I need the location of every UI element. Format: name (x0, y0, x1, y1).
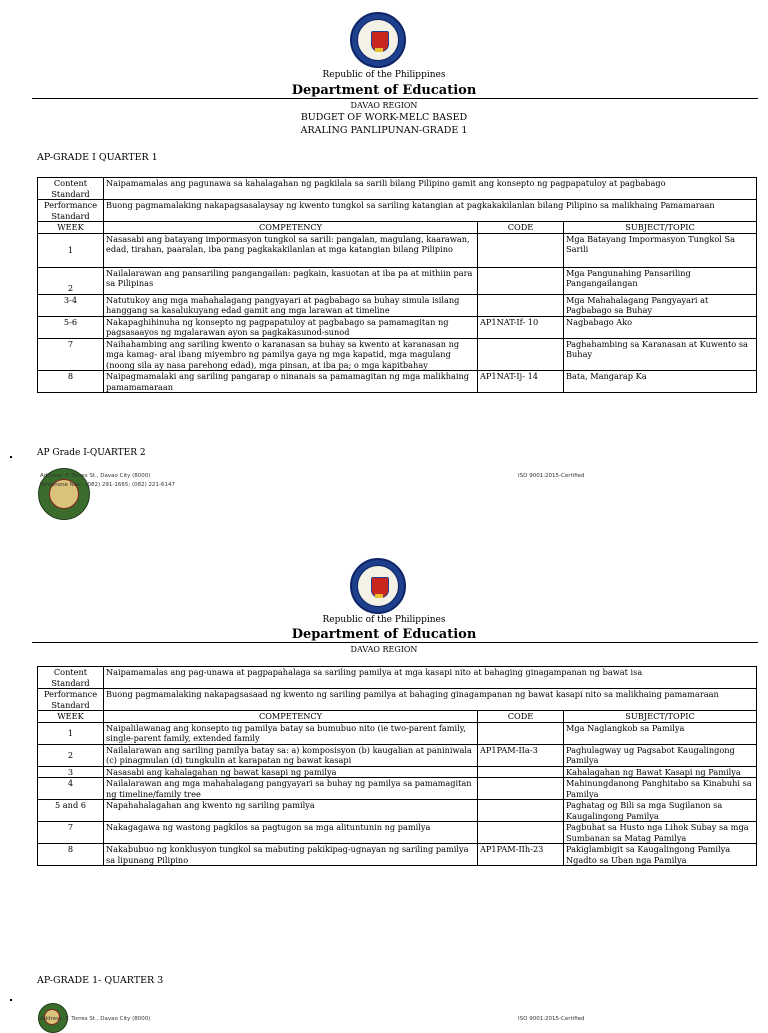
competency-cell: Nailalarawan ang sariling pamilya batay sa: a) komposisyon (b) kaugalian at paniniwala (c) pinagmulan (d) tungkulin at karapatan ng bawat kasapi (104, 744, 478, 766)
code-cell (478, 267, 564, 294)
topic-cell: Paghulagway ug Pagsabot Kaugalingong Pamilya (564, 744, 757, 766)
code-cell (478, 822, 564, 844)
table-row (38, 267, 757, 294)
week-cell: 1 (38, 722, 104, 744)
topic-header: SUBJECT/TOPIC (564, 222, 757, 234)
table-row (38, 822, 757, 844)
topic-cell: Mga Batayang Impormasyon Tungkol Sa Sarili (564, 233, 757, 267)
region-line: DAVAO REGION (350, 645, 418, 654)
topic-cell: Mga Pangunahing Pansariling Pangangailangan (564, 267, 757, 294)
week-cell: 3-4 (38, 294, 104, 316)
footer-iso: ISO 9001:2015-Certified (518, 1016, 585, 1022)
code-cell (478, 338, 564, 371)
week-header: WEEK (38, 222, 104, 234)
subject-title: ARALING PANLIPUNAN-GRADE 1 (300, 125, 468, 136)
topic-cell: Pakiglambigit sa Kaugalingong Pamilya Ngadto sa Uban nga Pamilya (564, 844, 757, 866)
content-standard-row (38, 178, 757, 200)
topic-cell: Mga Mahahalagang Pangyayari at Pagbabago sa Buhay (564, 294, 757, 316)
performance-standard-text: Buong pagmamalaking nakapagsasaad ng kwento ng sariling pamilya at bahaging ginagampanan ng bawat kasapi nito sa malikhaing pamamaraan (104, 689, 757, 711)
republic-line: Republic of the Philippines (322, 615, 446, 625)
department-title: Department of Education (291, 83, 477, 98)
code-header: CODE (478, 711, 564, 723)
table-row (38, 338, 757, 371)
competency-cell: Napahahalagahan ang kwento ng sariling pamilya (104, 800, 478, 822)
competency-cell: Naipagmamalaki ang sariling pangarap o ninanais sa pamamagitan ng mga malikhaing pamamamaraan (104, 371, 478, 393)
footer-address: Address: F. Torres St., Davao City (8000) (40, 1016, 151, 1022)
topic-cell: Mga Naglangkob sa Pamilya (564, 722, 757, 744)
competency-cell: Nakabubuo ng konklusyon tungkol sa mabuting pakikipag-ugnayan ng sariling pamilya sa lipunang Pilipino (104, 844, 478, 866)
code-cell (478, 778, 564, 800)
content-standard-label: Content Standard (38, 667, 104, 689)
budget-title: BUDGET OF WORK-MELC BASED (300, 112, 468, 123)
quarter2-heading: AP Grade I-QUARTER 2 (37, 448, 146, 458)
competency-header: COMPETENCY (104, 711, 478, 723)
competency-cell: Nasasabi ang kahalagahan ng bawat kasapi ng pamilya (104, 766, 478, 778)
code-cell: AP1PAM-IIa-3 (478, 744, 564, 766)
competency-cell: Naihahambing ang sariling kwento o karanasan sa buhay sa kwento at karanasan ng mga kamag- aral ibang miyembro ng pamilya gaya ng mga kapatid, mga magulang (noong sila ay nasa parehong edad), mga pinsan, at iba pa; o mga kapitbahay (104, 338, 478, 371)
week-cell: 1 (38, 233, 104, 267)
code-cell: AP1PAM-IIh-23 (478, 844, 564, 866)
table-row (38, 722, 757, 744)
code-cell (478, 233, 564, 267)
table-header-row (38, 711, 757, 723)
deped-seal-logo (350, 558, 406, 614)
competency-cell: Nailalarawan ang mga mahahalagang pangyayari sa buhay ng pamilya sa pamamagitan ng timeline/family tree (104, 778, 478, 800)
week-cell: 3 (38, 766, 104, 778)
header-rule (32, 642, 758, 643)
table-row (38, 371, 757, 393)
content-standard-row (38, 667, 757, 689)
week-cell: 4 (38, 778, 104, 800)
topic-header: SUBJECT/TOPIC (564, 711, 757, 723)
table-row (38, 294, 757, 316)
quarter1-table (37, 177, 757, 393)
performance-standard-text: Buong pagmamalaking nakapagsasalaysay ng kwento tungkol sa sariling katangian at pagkakakilanlan bilang Pilipino sa malikhaing Pamamaraan (104, 200, 757, 222)
deped-seal-logo (350, 12, 406, 68)
republic-line: Republic of the Philippines (322, 70, 446, 80)
table-row (38, 766, 757, 778)
footer-address: Address: F. Torres St., Davao City (8000) (40, 473, 151, 479)
table-header-row (38, 222, 757, 234)
competency-cell: Nailalarawan ang pansariling pangangailan: pagkain, kasuotan at iba pa at mithiin para sa Pilipinas (104, 267, 478, 294)
topic-cell: Pagbuhat sa Husto nga Lihok Subay sa mga Sumbanan sa Matag Pamilya (564, 822, 757, 844)
margin-dot (10, 999, 12, 1001)
week-cell: 5 and 6 (38, 800, 104, 822)
margin-dot (10, 456, 12, 458)
topic-cell: Nagbabago Ako (564, 316, 757, 338)
topic-cell: Kahalagahan ng Bawat Kasapi ng Pamilya (564, 766, 757, 778)
table-row (38, 316, 757, 338)
competency-cell: Naipalilawanag ang konsepto ng pamilya batay sa bumubuo nito (ie two-parent family, single-parent family, extended family (104, 722, 478, 744)
competency-cell: Nasasabi ang batayang impormasyon tungkol sa sarili: pangalan, magulang, kaarawan, edad, tirahan, paaralan, iba pang pagkakakilanlan at mga katangian bilang Pilipino (104, 233, 478, 267)
quarter2-table (37, 666, 757, 866)
week-cell: 2 (38, 267, 104, 294)
footer-iso: ISO 9001:2015-Certified (518, 473, 585, 479)
quarter3-heading: AP-GRADE 1- QUARTER 3 (37, 975, 164, 986)
code-cell (478, 294, 564, 316)
table-row (38, 778, 757, 800)
code-header: CODE (478, 222, 564, 234)
competency-cell: Natutukoy ang mga mahahalagang pangyayari at pagbabago sa buhay simula isilang hanggang sa kasalukuyang edad gamit ang mga larawan at timeline (104, 294, 478, 316)
week-cell: 2 (38, 744, 104, 766)
table-row (38, 233, 757, 267)
competency-header: COMPETENCY (104, 222, 478, 234)
region-line: DAVAO REGION (350, 101, 418, 110)
week-cell: 8 (38, 844, 104, 866)
performance-standard-label: Performance Standard (38, 689, 104, 711)
competency-cell: Nakapaghihinuha ng konsepto ng pagpapatuloy at pagbabago sa pamamagitan ng pagsasaayos ng mgalarawan ayon sa pagkakasunod-sunod (104, 316, 478, 338)
code-cell (478, 766, 564, 778)
code-cell: AP1NAT-If- 10 (478, 316, 564, 338)
competency-cell: Nakagagawa ng wastong pagkilos sa pagtugon sa mga alituntunin ng pamilya (104, 822, 478, 844)
table-row (38, 800, 757, 822)
table-row (38, 844, 757, 866)
content-standard-text: Naipamamalas ang pagunawa sa kahalagahan ng pagkilala sa sarili bilang Pilipino gamit ang konsepto ng pagpapatuloy at pagbabago (104, 178, 757, 200)
footer-telephone: Telephone Nos.: (082) 291-1665; (082) 221-6147 (40, 482, 176, 488)
department-title: Department of Education (291, 627, 477, 642)
topic-cell: Paghatag og Bili sa mga Sugilanon sa Kaugalingong Pamilya (564, 800, 757, 822)
code-cell (478, 722, 564, 744)
topic-cell: Paghahambing sa Karanasan at Kuwento sa Buhay (564, 338, 757, 371)
week-cell: 5-6 (38, 316, 104, 338)
content-standard-label: Content Standard (38, 178, 104, 200)
code-cell (478, 800, 564, 822)
week-cell: 8 (38, 371, 104, 393)
topic-cell: Bata, Mangarap Ka (564, 371, 757, 393)
quarter1-heading: AP-GRADE I QUARTER 1 (37, 152, 158, 163)
topic-cell: Mahinungdanong Panghitabo sa Kinabuhi sa Pamilya (564, 778, 757, 800)
week-header: WEEK (38, 711, 104, 723)
performance-standard-row (38, 689, 757, 711)
week-cell: 7 (38, 822, 104, 844)
header-rule (32, 98, 758, 99)
performance-standard-label: Performance Standard (38, 200, 104, 222)
week-cell: 7 (38, 338, 104, 371)
code-cell: AP1NAT-Ij- 14 (478, 371, 564, 393)
table-row (38, 744, 757, 766)
content-standard-text: Naipamamalas ang pag-unawa at pagpapahalaga sa sariling pamilya at mga kasapi nito at bahaging ginagampanan ng bawat isa (104, 667, 757, 689)
performance-standard-row (38, 200, 757, 222)
